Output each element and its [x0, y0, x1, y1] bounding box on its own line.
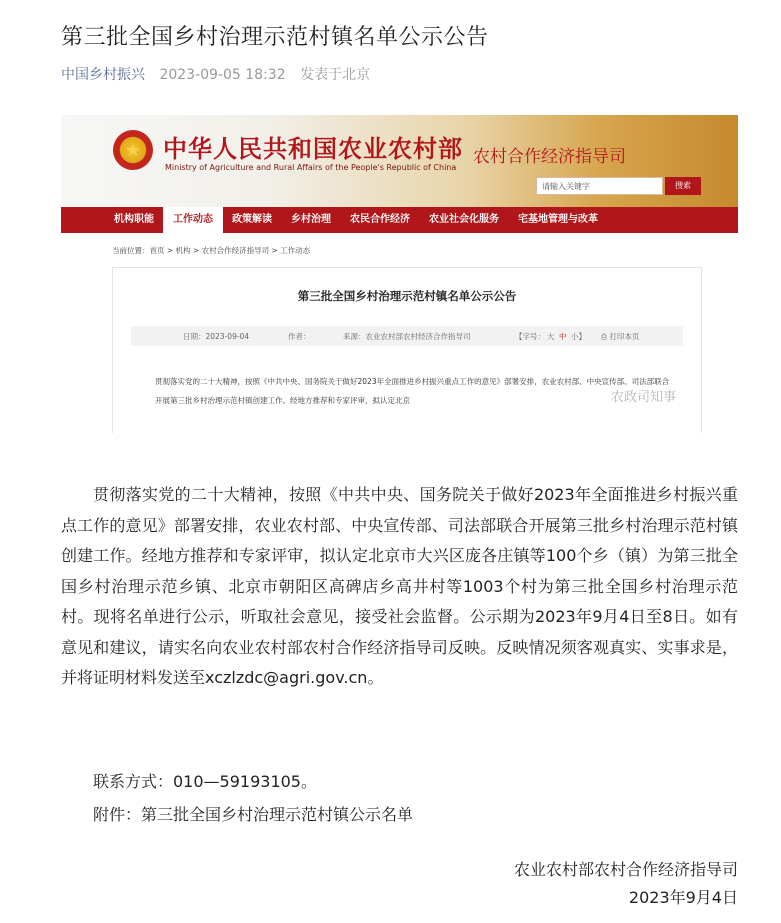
font-size-mid[interactable]: 中	[559, 332, 567, 341]
article-meta	[61, 64, 370, 84]
attachment-line: 附件：第三批全国乡村治理示范村镇公示名单	[93, 805, 414, 824]
ministry-name: 中华人民共和国农业农村部	[163, 134, 463, 163]
site-nav	[61, 207, 738, 233]
author-link[interactable]: 中国乡村振兴	[61, 67, 145, 83]
nav-item[interactable]: 农民合作经济	[350, 214, 410, 225]
print-button[interactable]: ⎙ 打印本页	[601, 332, 640, 341]
info-date: 日期：2023-09-04	[183, 332, 250, 341]
ministry-name-en: Ministry of Agriculture and Rural Affairs of the People's Republic of China	[165, 163, 457, 172]
search-button[interactable]: 搜索	[665, 177, 701, 195]
info-source: 来源：农业农村部农村经济合作指导司	[343, 332, 471, 341]
font-size-small[interactable]: 小】	[571, 332, 586, 341]
info-author: 作者：	[288, 332, 311, 341]
search-input[interactable]: 请输入关键字	[536, 177, 663, 195]
font-size-big[interactable]: 大	[547, 332, 555, 341]
breadcrumb: 当前位置：首页 > 机构 > 农村合作经济指导司 > 工作动态	[112, 246, 311, 255]
nav-item-active[interactable]: 工作动态	[163, 207, 223, 233]
article-body	[61, 480, 738, 824]
publish-time: 2023-09-05 18:32	[159, 67, 286, 83]
contact-info: 联系方式：010—59193105。	[93, 772, 317, 791]
department-name: 农村合作经济指导司	[473, 147, 626, 167]
font-size-label: 【字号：	[515, 332, 545, 341]
article-title: 第三批全国乡村治理示范村镇名单公示公告	[61, 25, 489, 50]
embedded-screenshot[interactable]	[61, 115, 738, 433]
signature	[514, 856, 738, 912]
nav-item[interactable]: 宅基地管理与改革	[518, 214, 598, 225]
national-emblem-icon: ★	[113, 130, 153, 170]
article-panel	[112, 267, 702, 433]
watermark: 农政司知事	[611, 390, 677, 405]
main-paragraph: 贯彻落实党的二十大精神，按照《中共中央、国务院关于做好2023年全面推进乡村振兴重点工作的意见》部署安排，农业农村部、中央宣传部、司法部联合开展第三批乡村治理示范村镇创建工作。经地方推荐和专家评审，拟认定北京市大兴区庞各庄镇等100个乡（镇）为第三批全国乡村治理示范乡镇、北京市朝阳区高碑店乡高井村等1003个村为第三批全国乡村治理示范村。现将名单进行公示，听取社会意见，接受社会监督。公示期为2023年9月4日至8日。如有意见和建议，请实名向农业农村部农村合作经济指导司反映。反映情况须客观真实、实事求是，并将证明材料发送至xczlzdc@agri.gov.cn。	[61, 485, 738, 687]
info-bar	[131, 326, 683, 346]
publish-location: 发表于北京	[300, 67, 371, 83]
nav-item[interactable]: 机构职能	[114, 214, 154, 225]
signature-org: 农业农村部农村合作经济指导司	[513, 860, 738, 879]
site-banner	[61, 115, 738, 207]
panel-title: 第三批全国乡村治理示范村镇名单公示公告	[297, 289, 517, 303]
nav-item[interactable]: 政策解读	[232, 214, 272, 225]
panel-paragraph: 贯彻落实党的二十大精神，按照《中共中央、国务院关于做好2023年全面推进乡村振兴重点工作的意见》部署安排，农业农村部、中央宣传部、司法部联合开展第三批乡村治理示范村镇创建工作。经地方推荐和专家评审，拟认定北京	[155, 377, 670, 405]
nav-item[interactable]: 乡村治理	[291, 214, 331, 225]
signature-date: 2023年9月4日	[628, 888, 738, 907]
nav-item[interactable]: 农业社会化服务	[429, 214, 499, 225]
